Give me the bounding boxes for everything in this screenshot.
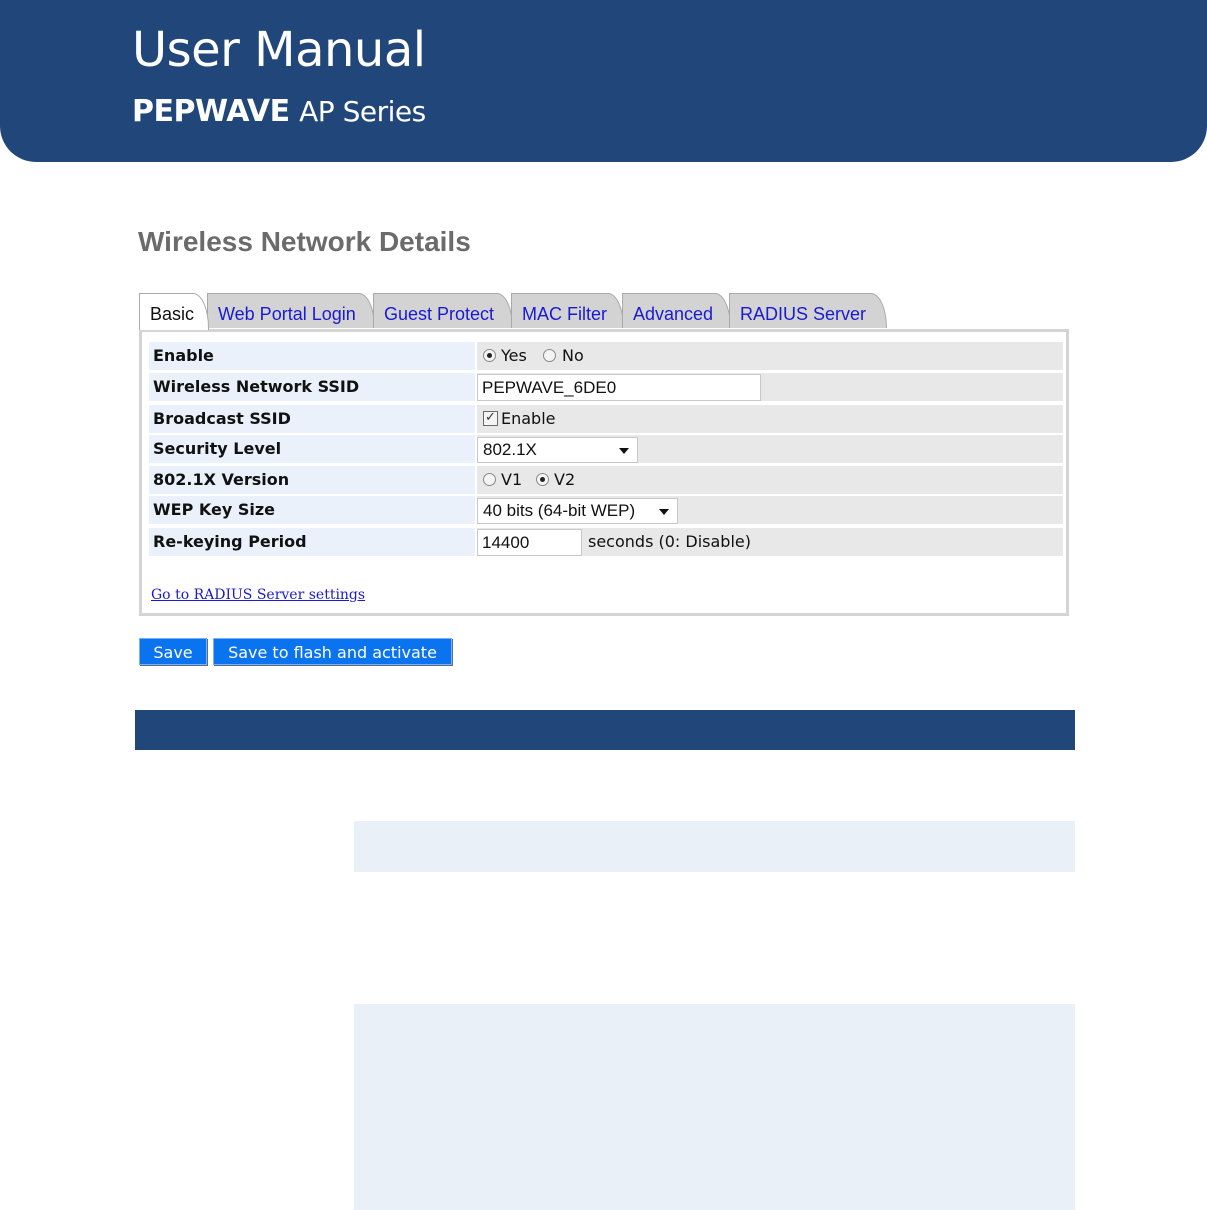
row-security-level	[149, 435, 1063, 463]
tab-radius-server[interactable]: RADIUS Server	[729, 293, 887, 328]
table-header-bar	[135, 710, 1075, 750]
wep-key-size-selected: 40 bits (64-bit WEP)	[483, 501, 636, 520]
broadcast-ssid-value	[477, 405, 1063, 433]
row-8021x-version	[149, 466, 1063, 494]
rekeying-period-value	[477, 528, 1063, 556]
version-v1-label: V1	[501, 470, 523, 489]
wep-key-size-select[interactable]	[477, 498, 678, 524]
security-level-value	[477, 435, 1063, 463]
tab-web-portal-login[interactable]: Web Portal Login	[207, 293, 375, 328]
security-level-selected: 802.1X	[483, 440, 537, 459]
tab-advanced[interactable]: Advanced	[622, 293, 731, 328]
enable-yes-label: Yes	[501, 346, 527, 365]
page-title: Wireless Network Details	[138, 226, 471, 257]
wep-key-size-label: WEP Key Size	[149, 496, 475, 524]
manual-header-banner	[0, 0, 1207, 162]
enable-no-label: No	[562, 346, 584, 365]
rekeying-period-input[interactable]: 14400	[477, 529, 582, 556]
save-to-flash-button[interactable]: Save to flash and activate	[213, 638, 452, 665]
rekeying-period-label: Re-keying Period	[149, 528, 475, 556]
version-v2-label: V2	[554, 470, 576, 489]
enable-label: Enable	[149, 342, 475, 370]
manual-title: User Manual	[132, 22, 426, 78]
table-row-shaded	[354, 1004, 1075, 1210]
enable-yes-radio[interactable]	[483, 349, 496, 362]
security-level-label: Security Level	[149, 435, 475, 463]
version-value	[477, 466, 1063, 494]
basic-settings-panel	[139, 329, 1069, 616]
rekeying-period-suffix: seconds (0: Disable)	[588, 532, 751, 551]
broadcast-ssid-label: Broadcast SSID	[149, 405, 475, 433]
save-button[interactable]: Save	[139, 638, 207, 665]
version-v2-radio[interactable]	[536, 473, 549, 486]
enable-value	[477, 342, 1063, 370]
broadcast-ssid-checkbox[interactable]: ✓	[483, 411, 498, 426]
table-row-shaded	[354, 821, 1075, 872]
row-enable	[149, 342, 1063, 370]
manual-subtitle	[132, 94, 426, 129]
brand-name: PEPWAVE	[132, 94, 290, 129]
version-label: 802.1X Version	[149, 466, 475, 494]
enable-no-radio[interactable]	[543, 349, 556, 362]
chevron-down-icon	[659, 509, 669, 515]
tab-mac-filter[interactable]: MAC Filter	[511, 293, 624, 328]
version-v1-radio[interactable]	[483, 473, 496, 486]
row-rekeying-period	[149, 528, 1063, 556]
row-wep-key-size	[149, 496, 1063, 524]
chevron-down-icon	[619, 448, 629, 454]
tab-guest-protect[interactable]: Guest Protect	[373, 293, 513, 328]
security-level-select[interactable]	[477, 437, 638, 463]
tab-basic[interactable]: Basic	[139, 293, 209, 330]
broadcast-enable-label: Enable	[501, 409, 556, 428]
ssid-input[interactable]: PEPWAVE_6DE0	[477, 374, 761, 401]
wep-key-size-value	[477, 496, 1063, 524]
row-broadcast-ssid	[149, 405, 1063, 433]
radius-server-settings-link[interactable]: Go to RADIUS Server settings	[151, 587, 366, 603]
ssid-label: Wireless Network SSID	[149, 373, 475, 401]
ssid-value	[477, 373, 1063, 401]
series-name: AP Series	[299, 95, 426, 128]
row-ssid	[149, 373, 1063, 401]
